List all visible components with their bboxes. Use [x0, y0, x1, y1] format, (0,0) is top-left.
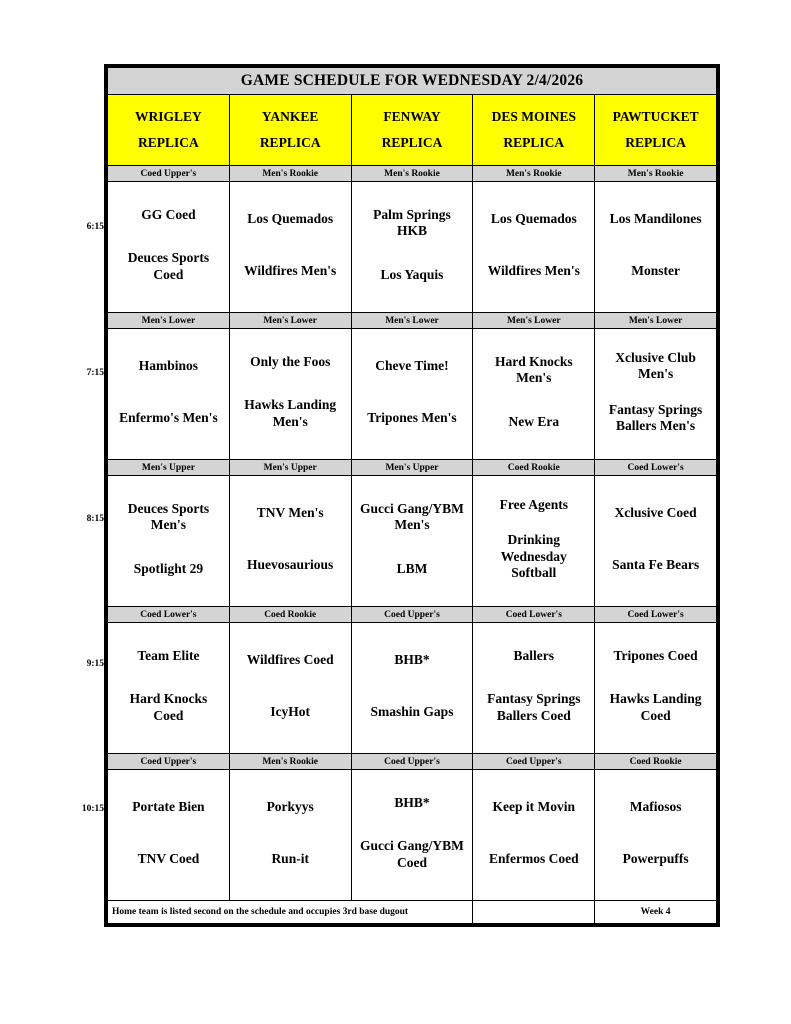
home-team: Enfermo's Men's	[119, 409, 218, 425]
division-label: Coed Lower's	[595, 607, 717, 623]
division-label: Coed Upper's	[108, 166, 230, 182]
away-team: Xclusive Coed	[614, 504, 697, 520]
game-cell	[595, 329, 717, 460]
home-team: Powerpuffs	[622, 850, 689, 866]
home-team: Los Yaquis	[380, 266, 444, 282]
division-label: Coed Lower's	[595, 460, 717, 476]
home-team: Fantasy Springs Ballers Coed	[487, 691, 581, 723]
division-label: Coed Rookie	[229, 607, 351, 623]
division-label: Men's Rookie	[229, 166, 351, 182]
home-team: New Era	[508, 413, 560, 429]
division-row	[108, 166, 717, 182]
home-team: Spotlight 29	[133, 560, 204, 576]
game-cell	[351, 476, 473, 607]
field-name-line2: REPLICA	[625, 135, 686, 150]
division-label: Men's Upper	[108, 460, 230, 476]
game-cell	[473, 476, 595, 607]
division-label: Coed Rookie	[473, 460, 595, 476]
game-row	[108, 770, 717, 901]
away-team: GG Coed	[141, 206, 196, 222]
game-row	[108, 329, 717, 460]
away-team: Ballers	[513, 647, 555, 663]
away-team: Keep it Movin	[492, 798, 576, 814]
home-team: Gucci Gang/YBM Coed	[360, 838, 464, 870]
time-label: 9:15	[86, 659, 104, 669]
home-team: Run-it	[271, 850, 309, 866]
division-label: Men's Lower	[351, 313, 473, 329]
game-cell	[595, 182, 717, 313]
game-row	[108, 182, 717, 313]
away-team: TNV Men's	[256, 504, 324, 520]
division-row	[108, 313, 717, 329]
division-label: Men's Rookie	[595, 166, 717, 182]
schedule-title-row	[108, 68, 717, 95]
division-label: Coed Upper's	[108, 754, 230, 770]
away-team: Team Elite	[137, 647, 200, 663]
division-row	[108, 607, 717, 623]
field-header-yankee	[229, 95, 351, 166]
home-team: Hawks Landing Coed	[609, 691, 702, 723]
game-cell	[229, 329, 351, 460]
away-team: Mafiosos	[629, 798, 682, 814]
game-cell	[351, 770, 473, 901]
division-label: Men's Rookie	[473, 166, 595, 182]
field-name-line1: PAWTUCKET	[612, 109, 699, 125]
footer-note: Home team is listed second on the schedule and occupies 3rd base dugout	[108, 901, 473, 924]
home-team: Wildfires Men's	[244, 262, 337, 278]
game-cell	[595, 770, 717, 901]
home-team: Hard Knocks Coed	[129, 691, 208, 723]
home-team: Huevosaurious	[247, 556, 334, 572]
field-name-line2: REPLICA	[138, 135, 199, 150]
game-row	[108, 476, 717, 607]
home-team: Tripones Men's	[367, 409, 457, 425]
field-header-wrigley	[108, 95, 230, 166]
game-cell	[108, 770, 230, 901]
home-team: Fantasy Springs Ballers Men's	[608, 401, 703, 433]
division-label: Coed Rookie	[595, 754, 717, 770]
division-label: Men's Lower	[108, 313, 230, 329]
away-team: Cheve Time!	[375, 357, 449, 373]
division-row	[108, 754, 717, 770]
field-header-des-moines	[473, 95, 595, 166]
division-label: Men's Lower	[595, 313, 717, 329]
game-cell	[229, 770, 351, 901]
home-team: Monster	[631, 262, 680, 278]
away-team: Los Quemados	[490, 210, 577, 226]
division-row	[108, 460, 717, 476]
away-team: Porkyys	[266, 798, 314, 814]
division-label: Men's Rookie	[229, 754, 351, 770]
game-cell	[229, 182, 351, 313]
time-label: 7:15	[86, 368, 104, 378]
game-cell	[351, 329, 473, 460]
field-header-fenway	[351, 95, 473, 166]
field-name-line1: WRIGLEY	[135, 109, 202, 125]
away-team: Only the Foos	[250, 353, 331, 369]
away-team: Gucci Gang/YBM Men's	[360, 500, 464, 533]
game-cell	[229, 623, 351, 754]
division-label: Men's Rookie	[351, 166, 473, 182]
away-team: Los Mandilones	[609, 210, 702, 226]
division-label: Men's Lower	[473, 313, 595, 329]
game-cell	[351, 182, 473, 313]
game-cell	[108, 182, 230, 313]
away-team: Hambinos	[138, 357, 199, 373]
game-cell	[108, 476, 230, 607]
home-team: LBM	[396, 560, 428, 576]
division-label: Coed Upper's	[473, 754, 595, 770]
away-team: Hard Knocks Men's	[494, 353, 573, 386]
game-cell	[473, 329, 595, 460]
field-header-row	[108, 95, 717, 166]
away-team: Free Agents	[499, 496, 568, 512]
home-team: IcyHot	[270, 703, 311, 719]
division-label: Coed Lower's	[473, 607, 595, 623]
field-name-line2: REPLICA	[381, 135, 443, 150]
field-name-line2: REPLICA	[259, 135, 321, 150]
game-cell	[229, 476, 351, 607]
home-team: TNV Coed	[137, 850, 200, 866]
footer-spacer	[473, 901, 595, 924]
away-team: Wildfires Coed	[246, 651, 334, 667]
field-header-pawtucket	[595, 95, 717, 166]
home-team: Enfermos Coed	[488, 850, 579, 866]
game-cell	[108, 623, 230, 754]
away-team: Tripones Coed	[613, 647, 698, 663]
division-label: Men's Upper	[229, 460, 351, 476]
time-label: 10:15	[81, 804, 104, 814]
game-cell	[595, 476, 717, 607]
division-label: Coed Lower's	[108, 607, 230, 623]
time-label: 8:15	[86, 514, 104, 524]
field-name-line1: YANKEE	[261, 109, 319, 125]
home-team: Deuces Sports Coed	[127, 250, 210, 282]
away-team: Portate Bien	[132, 798, 205, 814]
footer-row	[108, 901, 717, 924]
away-team: BHB*	[394, 651, 430, 667]
game-cell	[473, 182, 595, 313]
game-cell	[351, 623, 473, 754]
home-team: Santa Fe Bears	[612, 556, 700, 572]
field-name-line1: FENWAY	[383, 109, 441, 125]
home-team: Wildfires Men's	[487, 262, 580, 278]
field-name-line2: REPLICA	[503, 135, 565, 150]
week-label: Week 4	[595, 901, 717, 924]
division-label: Men's Upper	[351, 460, 473, 476]
schedule-table	[107, 67, 717, 924]
away-team: Xclusive Club Men's	[615, 349, 696, 381]
game-cell	[473, 623, 595, 754]
home-team: Smashin Gaps	[370, 703, 454, 719]
away-team: Deuces Sports Men's	[127, 500, 210, 533]
division-label: Men's Lower	[229, 313, 351, 329]
away-team: Palm Springs HKB	[373, 206, 451, 239]
page-title: GAME SCHEDULE FOR WEDNESDAY 2/4/2026	[108, 68, 717, 95]
field-name-line1: DES MOINES	[491, 109, 576, 125]
away-team: Los Quemados	[247, 210, 334, 226]
game-cell	[595, 623, 717, 754]
home-team: Drinking Wednesday Softball	[500, 532, 567, 580]
game-cell	[473, 770, 595, 901]
game-cell	[108, 329, 230, 460]
schedule-sheet	[104, 64, 720, 927]
game-row	[108, 623, 717, 754]
away-team: BHB*	[394, 794, 430, 810]
time-label: 6:15	[86, 222, 104, 232]
home-team: Hawks Landing Men's	[244, 397, 337, 429]
division-label: Coed Upper's	[351, 754, 473, 770]
division-label: Coed Upper's	[351, 607, 473, 623]
